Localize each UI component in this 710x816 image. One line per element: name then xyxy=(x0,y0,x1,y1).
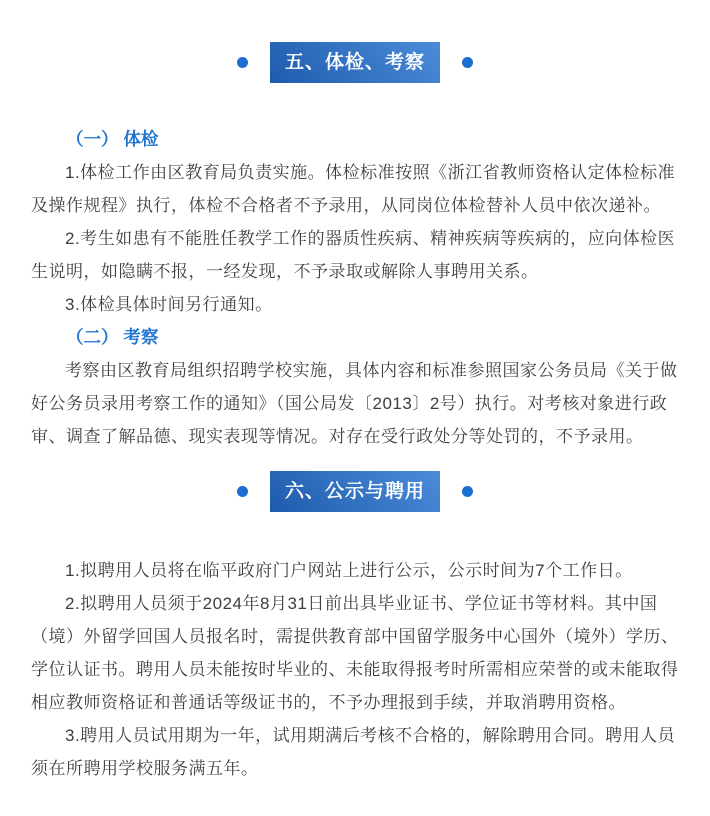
bullet-dot-icon xyxy=(462,57,473,68)
section-header-publicity-employment xyxy=(31,471,679,512)
section-body-medical-inspection xyxy=(31,123,679,453)
section-body-publicity-employment xyxy=(31,554,679,785)
section-header-medical-inspection xyxy=(31,42,679,83)
paragraph: 考察由区教育局组织招聘学校实施，具体内容和标准参照国家公务员局《关于做好公务员录用考察工作的通知》（国公局发〔2013〕2号）执行。对考核对象进行政审、调查了解品德、现实表现等情况。对存在受行政处分等处罚的，不予录用。 xyxy=(31,361,678,446)
paragraph: 2.考生如患有不能胜任教学工作的器质性疾病、精神疾病等疾病的，应向体检医生说明，如隐瞒不报，一经发现，不予录取或解除人事聘用关系。 xyxy=(31,229,676,281)
paragraph: 3.体检具体时间另行通知。 xyxy=(65,295,273,314)
announcement-page xyxy=(0,42,710,816)
paragraph: 3.聘用人员试用期为一年，试用期满后考核不合格的，解除聘用合同。聘用人员须在所聘用学校服务满五年。 xyxy=(31,726,676,778)
subsection-heading-physical-exam: （一） 体检 xyxy=(66,129,159,149)
bullet-dot-icon xyxy=(237,57,248,68)
paragraph: 1.拟聘用人员将在临平政府门户网站上进行公示，公示时间为7个工作日。 xyxy=(65,561,633,580)
bullet-dot-icon xyxy=(237,486,248,497)
paragraph: 2.拟聘用人员须于2024年8月31日前出具毕业证书、学位证书等材料。其中国（境）外留学回国人员报名时，需提供教育部中国留学服务中心国外（境外）学历、学位认证书。聘用人员未能按时毕业的、未能取得报考时所需相应荣誉的或未能取得相应教师资格证和普通话等级证书的，不予办理报到手续，并取消聘用资格。 xyxy=(31,594,679,712)
subsection-heading-investigation: （二） 考察 xyxy=(66,327,159,347)
section-title-badge: 五、体检、考察 xyxy=(270,42,440,83)
section-title-badge: 六、公示与聘用 xyxy=(270,471,440,512)
bullet-dot-icon xyxy=(462,486,473,497)
paragraph: 1.体检工作由区教育局负责实施。体检标准按照《浙江省教师资格认定体检标准及操作规程》执行，体检不合格者不予录用，从同岗位体检替补人员中依次递补。 xyxy=(31,163,676,215)
